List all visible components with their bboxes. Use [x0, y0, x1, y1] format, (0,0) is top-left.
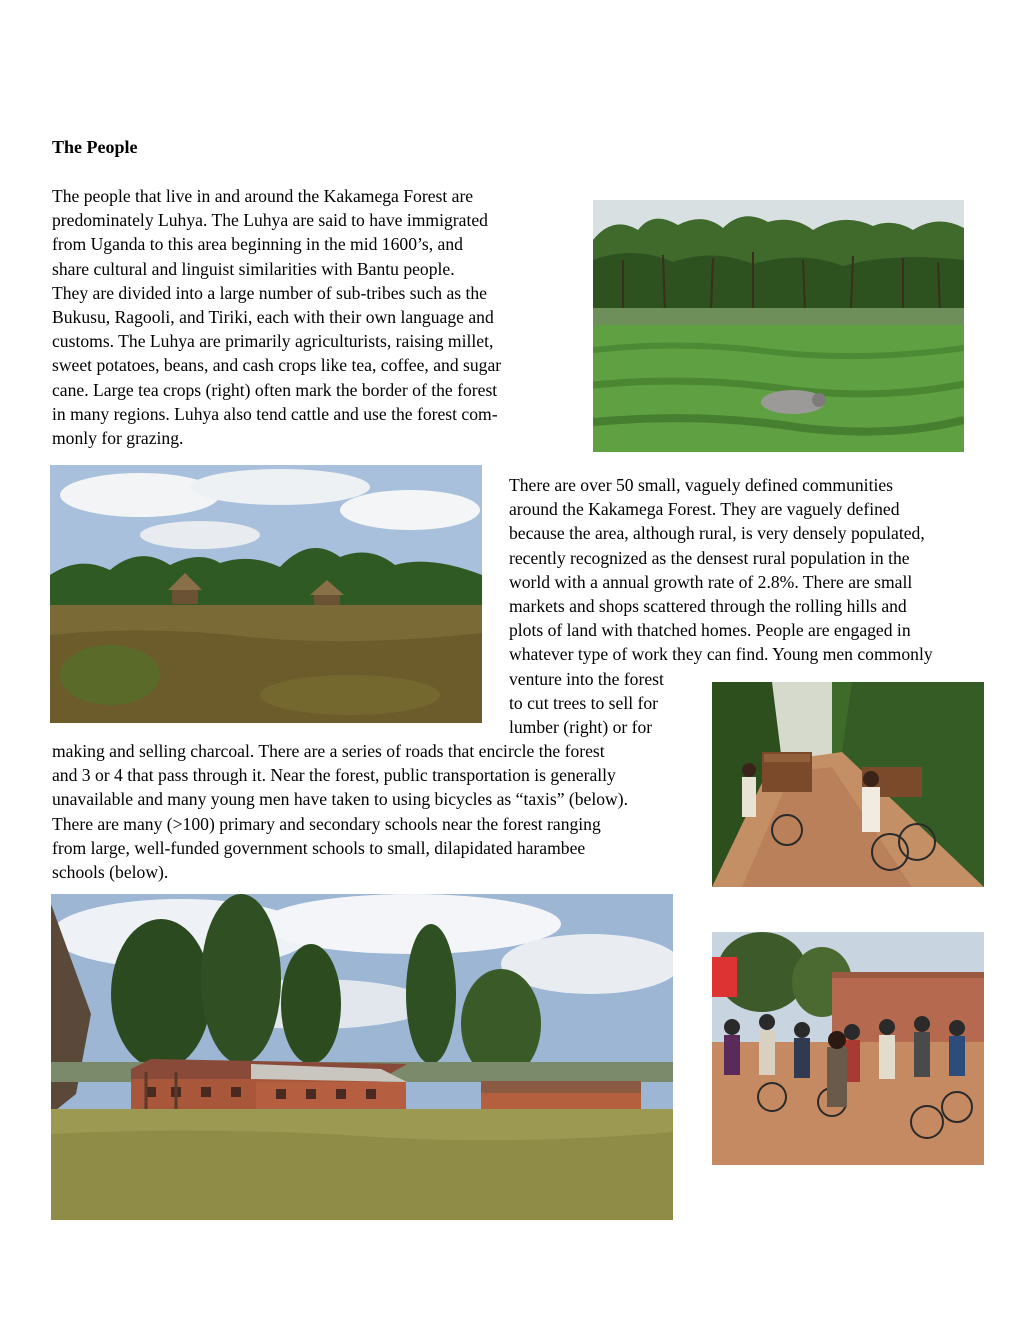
section-heading: The People [52, 137, 138, 157]
rural-homestead-photo [50, 465, 482, 723]
lumber-bicycles-photo [712, 682, 984, 887]
school-buildings-photo [51, 894, 673, 1220]
bicycle-taxis-photo [712, 932, 984, 1165]
communities-paragraph: There are over 50 small, vaguely defined communities around the Kakamega Forest. They are vaguely defined because the area, although rural, is very densely populated, recently recognized as the densest rural population in the world with a annual growth rate of 2.8%. There are small markets and shops scattered through the rolling hills and plots of land with thatched homes. People are engaged in whatever type of work they can find. Young men commonly venture into the forest to cut trees to sell for lumber (right) or for [509, 475, 933, 738]
tea-field-photo [593, 200, 964, 452]
intro-paragraph: The people that live in and around the Kakamega Forest are predominately Luhya. The Luhya are said to have immigrated from Uganda to this area beginning in the mid 1600’s, and share cultural and linguist similarities with Bantu people. They are divided into a large number of sub-tribes such as the Bukusu, Ragooli, and Tiriki, each with their own language and customs. The Luhya are primarily agriculturists, raising millet, sweet potatoes, beans, and cash crops like tea, coffee, and sugar cane. Large tea crops (right) often mark the border of the forest in many regions. Luhya also tend cattle and use the forest com- monly for grazing. [52, 186, 502, 449]
transport-schools-paragraph: making and selling charcoal. There are a series of roads that encircle the forest and 3 or 4 that pass through it. Near the forest, public transportation is generally unavailable and many young men have taken to using bicycles as “taxis” (below). There are many (>100) primary and secondary schools near the forest ranging from large, well-funded government schools to small, dilapidated harambee schools (below). [52, 741, 629, 883]
